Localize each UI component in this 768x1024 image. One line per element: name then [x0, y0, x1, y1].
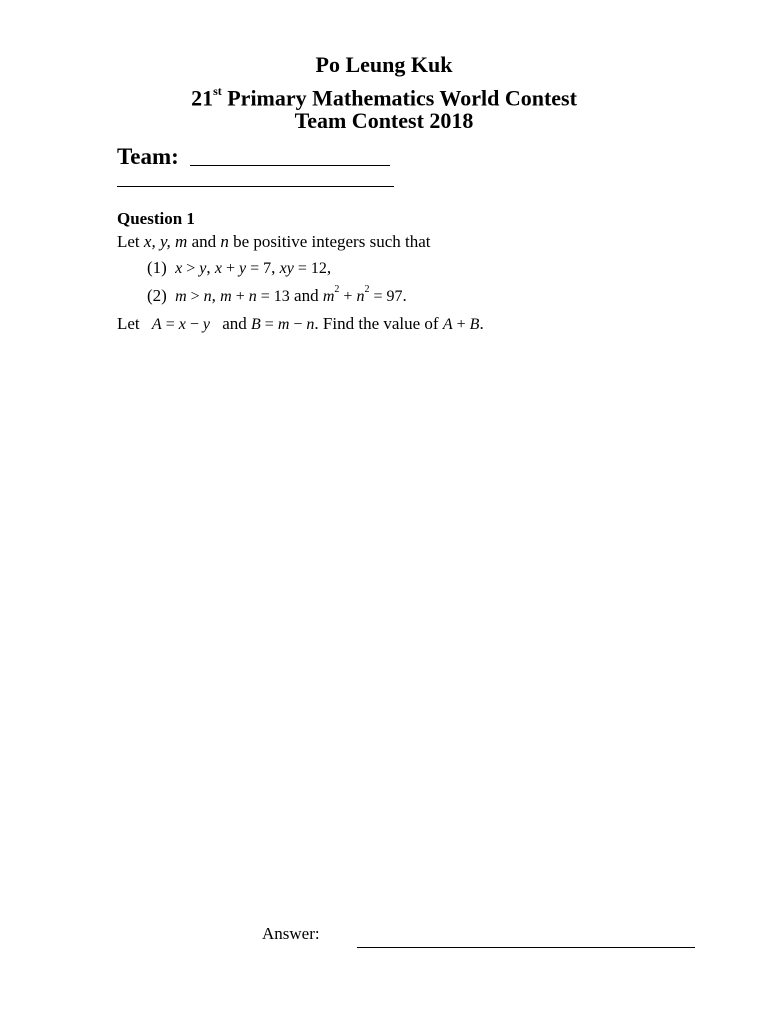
question-title: Question 1 [117, 209, 195, 228]
question-final-line: Let A = x − y and B = m − n. Find the value of A + B. [117, 314, 484, 333]
math-m-plus-n-eq-13: m + n = 13 [220, 288, 290, 305]
math-a-plus-b: A + B [442, 316, 480, 333]
answer-label: Answer: [262, 924, 320, 943]
math-m-gt-n: m > n [175, 288, 212, 305]
math-a-def: A = x − y [151, 316, 210, 333]
condition-2: (2) m > n, m + n = 13 and $m^2 + n^2 = 97$. [147, 283, 407, 305]
condition-1: (1) x > y, x + y = 7, xy = 12, [147, 258, 332, 277]
math-xy-eq-12: xy = 12 [279, 260, 327, 277]
contest-subtitle: Team Contest 2018 [294, 108, 474, 133]
contest-name: 21st Primary Mathematics World Contest [191, 84, 577, 111]
contest-organizer: Po Leung Kuk [315, 52, 453, 77]
math-b-def: B = m − n [251, 316, 315, 333]
team-label: Team: [117, 144, 179, 169]
team-name-blank-line-1[interactable] [190, 165, 390, 166]
question-intro: Let x, y, m and n be positive integers such that [117, 232, 431, 251]
math-m2-plus-n2-eq-97: $m^2 + n^2 = 97$ [322, 283, 403, 305]
team-name-blank-line-2[interactable] [117, 186, 394, 187]
answer-blank-line[interactable] [357, 947, 695, 948]
math-x-gt-y: x > y [175, 260, 207, 277]
math-x-plus-y-eq-7: x + y = 7 [214, 260, 272, 277]
